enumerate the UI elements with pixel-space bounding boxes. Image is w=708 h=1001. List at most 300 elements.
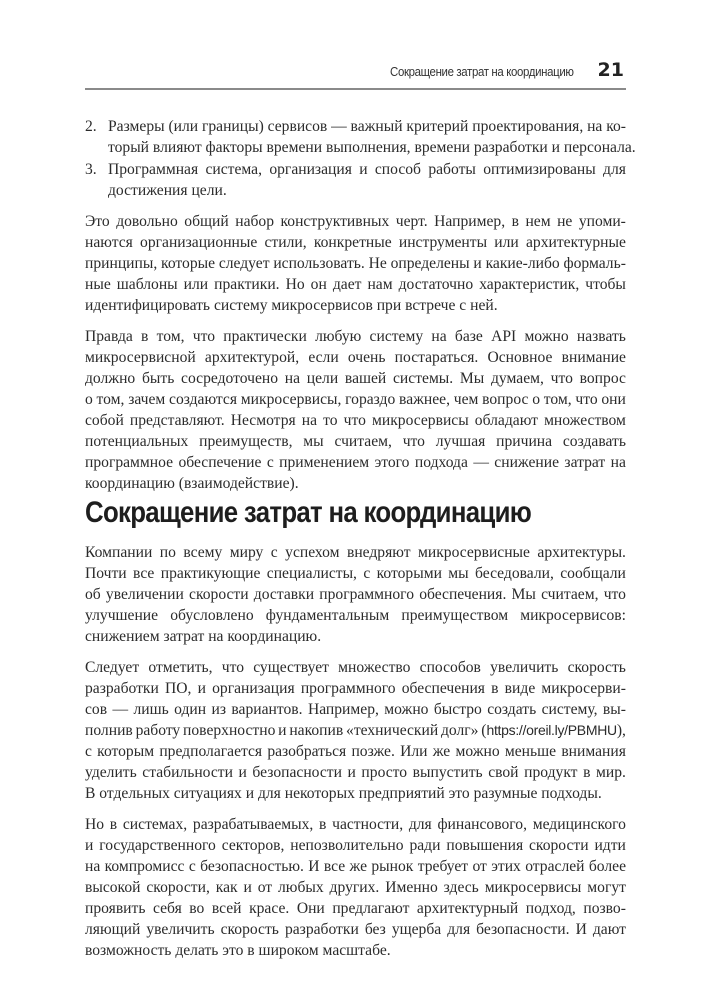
header-rule: [85, 88, 626, 90]
text-line: [85, 584, 626, 605]
word: они: [601, 391, 626, 408]
word: высокой: [85, 879, 141, 896]
word: упоми-: [578, 213, 626, 230]
word: программного: [319, 586, 414, 603]
word: безопасностью.: [200, 858, 304, 875]
word: черт.: [395, 213, 428, 230]
word: все: [323, 858, 346, 875]
paragraph: [85, 211, 626, 316]
word: финансового,: [437, 816, 527, 833]
word: которым: [97, 743, 155, 760]
text-line: [85, 856, 626, 877]
word: мы: [448, 565, 469, 582]
word: вашей: [344, 370, 387, 387]
word: накопив: [289, 722, 344, 739]
word: ляющий: [85, 921, 141, 938]
text-line: [85, 835, 626, 856]
word: поверхностно: [183, 722, 276, 739]
text-line: [85, 368, 626, 389]
text-line: [85, 295, 626, 316]
word: же: [349, 858, 368, 875]
text-line: [85, 741, 626, 762]
word: множество: [338, 659, 411, 676]
word: система,: [205, 161, 262, 178]
paragraph: [85, 542, 626, 647]
word: думаем,: [491, 370, 544, 387]
word: дают: [592, 921, 626, 938]
word: из: [211, 701, 226, 718]
word: цели: [306, 370, 339, 387]
word: ради: [409, 837, 441, 854]
word: проектирования,: [472, 118, 584, 135]
word: микросервисы: [484, 879, 582, 896]
word: и: [197, 680, 206, 697]
text-line: [85, 452, 626, 473]
word: по: [159, 544, 176, 561]
word: —: [331, 118, 347, 135]
word: и: [243, 879, 252, 896]
line-text: торый влияют факторы времени выполнения, времени разработки и персонала.: [108, 139, 636, 156]
word: быстро: [433, 701, 482, 718]
word: системы.: [393, 370, 454, 387]
word: на: [284, 370, 301, 387]
word: вопрос: [482, 391, 529, 408]
word: и: [359, 161, 368, 178]
word: отметить,: [148, 659, 213, 676]
word: и: [85, 837, 94, 854]
word: в: [141, 328, 149, 345]
word: обеспечения: [401, 680, 485, 697]
word: чем: [453, 391, 479, 408]
text-line: [85, 326, 626, 347]
word: границы): [201, 118, 264, 135]
word: этого: [374, 454, 410, 471]
word: определены: [390, 255, 470, 272]
word: в: [319, 816, 327, 833]
tech-debt-link[interactable]: https://oreil.ly/PBMHU: [486, 722, 617, 738]
text-line: [85, 898, 626, 919]
text-line: [85, 699, 626, 720]
text-line: [85, 783, 626, 804]
word: системах,: [122, 816, 188, 833]
word: (или: [168, 118, 199, 135]
word: других.: [329, 879, 380, 896]
word: Основное: [487, 349, 553, 366]
text-line: [85, 253, 626, 274]
word: которыми: [376, 565, 442, 582]
word: позво-: [583, 900, 626, 917]
word: работу: [135, 722, 181, 739]
word: можно: [384, 701, 429, 718]
word: архитектуры.: [537, 544, 626, 561]
word: о: [532, 391, 540, 408]
text-line: [85, 626, 626, 647]
paragraph: [85, 814, 626, 961]
word: в: [491, 680, 499, 697]
line-text: координацию (взаимодействие).: [85, 475, 299, 492]
word: скорости: [529, 837, 589, 854]
list-item: [85, 159, 626, 201]
word: постараться.: [394, 349, 479, 366]
word: программное: [85, 454, 174, 471]
word: лучшая: [435, 433, 486, 450]
word: Но: [85, 816, 105, 833]
text-line: [108, 159, 626, 180]
word: что: [221, 659, 245, 676]
word: преимуществ,: [199, 433, 293, 450]
word: существует: [253, 659, 329, 676]
word: практики.: [214, 276, 280, 293]
word: зачем: [128, 391, 166, 408]
word: если: [308, 349, 339, 366]
word: и: [473, 255, 482, 272]
word: предлагают: [332, 900, 410, 917]
word: разобраться: [267, 743, 347, 760]
word: архитектурой,: [204, 349, 300, 366]
word: от: [257, 879, 273, 896]
word: Например,: [434, 213, 506, 230]
word: или: [183, 276, 209, 293]
word: просто: [361, 764, 408, 781]
word: ПО,: [165, 680, 192, 697]
word: что: [550, 370, 573, 387]
word: Компании: [85, 544, 153, 561]
word: увеличить: [146, 921, 215, 938]
word: важнее,: [399, 391, 450, 408]
word: с: [363, 565, 371, 582]
word: меньше: [504, 743, 557, 760]
word: скорости,: [146, 879, 210, 896]
text-line: [85, 347, 626, 368]
word: Не: [368, 255, 387, 272]
text-line: [108, 180, 626, 201]
word: потенциальных: [85, 433, 189, 450]
word: что: [603, 586, 626, 603]
word: наются: [85, 234, 133, 251]
word: Несмотря: [230, 412, 296, 429]
word: базе: [454, 328, 483, 345]
word: ко-: [606, 118, 626, 135]
word: не: [557, 213, 573, 230]
word: нам: [367, 276, 393, 293]
word: собой: [85, 412, 124, 429]
word: и: [347, 764, 356, 781]
word: здесь: [443, 879, 479, 896]
text-line: [85, 542, 626, 563]
word: и: [278, 722, 287, 739]
word: могут: [587, 879, 626, 896]
text-line: [108, 116, 626, 137]
word: красе.: [249, 900, 290, 917]
word: создаются: [169, 391, 238, 408]
word: на: [85, 858, 101, 875]
word: оптимизированы: [483, 161, 596, 178]
text-line: [85, 431, 626, 452]
word: что: [343, 412, 366, 429]
word: государственного: [99, 837, 216, 854]
line-text: возможность делать это в широком масштабе.: [85, 942, 391, 959]
word: систему: [369, 328, 424, 345]
body-text-after: [85, 542, 626, 971]
word: вопрос: [579, 370, 626, 387]
word: внимание: [561, 349, 626, 366]
word: подход,: [525, 900, 576, 917]
line-text: снижением затрат на координацию.: [85, 628, 322, 645]
word: способ: [374, 161, 421, 178]
word: в: [511, 213, 519, 230]
text-line: [85, 940, 626, 961]
word: любых: [278, 879, 324, 896]
word: организация: [212, 680, 295, 697]
word: он: [310, 276, 327, 293]
word: стили,: [264, 234, 307, 251]
text-line: [85, 410, 626, 431]
word: обеспечение: [178, 454, 262, 471]
word: организация: [269, 161, 352, 178]
word: Программная: [108, 161, 199, 178]
word: себя: [152, 900, 182, 917]
word: представляют.: [129, 412, 225, 429]
word: Но: [285, 276, 305, 293]
word: нем: [525, 213, 551, 230]
paragraph: [85, 657, 626, 804]
line-text: ),: [616, 722, 626, 739]
word: виде: [504, 680, 536, 697]
word: для: [408, 816, 432, 833]
word: ные: [85, 276, 111, 293]
word: разрабатываемых,: [192, 816, 314, 833]
text-line: [85, 657, 626, 678]
word: предполагается: [159, 743, 263, 760]
word: скорости: [189, 586, 249, 603]
word: требует: [417, 858, 469, 875]
word: микросервисов:: [520, 607, 626, 624]
word: Например,: [307, 701, 379, 718]
word: причина: [496, 433, 553, 450]
word: медицинского: [532, 816, 626, 833]
word: снижение: [494, 454, 560, 471]
word: проявить: [85, 900, 146, 917]
word: разработки: [85, 680, 159, 697]
word: способов: [419, 659, 481, 676]
word: во: [189, 900, 205, 917]
word: сосредоточено: [181, 370, 279, 387]
word: микросервисы,: [240, 391, 342, 408]
text-line: [108, 137, 636, 158]
word: конструктивных: [280, 213, 390, 230]
word: фундаментальным: [265, 607, 390, 624]
word: на: [587, 118, 603, 135]
word: увеличении: [105, 586, 184, 603]
word: применением: [279, 454, 370, 471]
word: довольно: [116, 213, 178, 230]
word: на: [301, 412, 318, 429]
word: можно: [524, 328, 569, 345]
word: повышения: [446, 837, 524, 854]
word: разработки: [284, 921, 359, 938]
text-line: [85, 389, 626, 410]
word: создавать: [562, 433, 626, 450]
word: общий: [184, 213, 229, 230]
word: Это: [85, 213, 110, 230]
word: и: [238, 764, 247, 781]
word: один: [174, 701, 207, 718]
word: вы-: [602, 701, 626, 718]
word: без: [364, 921, 386, 938]
word: скорость: [220, 921, 279, 938]
word: более: [588, 858, 626, 875]
word: Следует: [85, 659, 140, 676]
word: работы: [428, 161, 476, 178]
word: скорость: [567, 659, 626, 676]
word: И: [575, 921, 587, 938]
word: микросервисной: [85, 349, 196, 366]
word: улучшение: [85, 607, 159, 624]
word: внедряют: [346, 544, 411, 561]
word: конкретные: [313, 234, 392, 251]
text-line: [85, 274, 626, 295]
word: или: [494, 234, 519, 251]
line-text: идентифицировать систему микросервисов при встрече с ней.: [85, 297, 498, 314]
word: от: [472, 858, 487, 875]
text-line: [85, 563, 626, 584]
word: чтобы: [585, 276, 626, 293]
word: считаем,: [334, 433, 392, 450]
word: Мы: [459, 370, 485, 387]
word: любую: [315, 328, 362, 345]
word: мир.: [596, 764, 626, 781]
word: организационные: [140, 234, 258, 251]
word: инструменты: [398, 234, 488, 251]
word: можно: [455, 743, 500, 760]
word: с: [270, 544, 278, 561]
word: выпустить: [412, 764, 483, 781]
word: для: [447, 921, 471, 938]
word: Или: [400, 743, 428, 760]
word: с: [188, 858, 196, 875]
word: —: [473, 454, 489, 471]
word: гораздо: [345, 391, 396, 408]
text-line: [85, 211, 626, 232]
word: критерий: [406, 118, 469, 135]
word: ущерба: [391, 921, 442, 938]
word: обеспечения.: [419, 586, 507, 603]
body-text-before: [85, 211, 626, 504]
word: И: [308, 858, 320, 875]
text-line: [85, 814, 626, 835]
word: шаблоны: [116, 276, 178, 293]
word: как: [215, 879, 238, 896]
word: всему: [183, 544, 223, 561]
word: рынок: [371, 858, 414, 875]
word: какие-либо: [485, 255, 560, 272]
word: на: [610, 454, 626, 471]
word: то: [323, 412, 338, 429]
word: практикующие: [160, 565, 261, 582]
text-line: [85, 232, 626, 253]
word: что: [402, 433, 425, 450]
word: должно: [85, 370, 136, 387]
word: программного: [300, 680, 396, 697]
word: этих: [491, 858, 521, 875]
word: характеристик,: [479, 276, 580, 293]
text-line: [85, 605, 626, 626]
word: уделить: [85, 764, 137, 781]
word: том,: [543, 391, 572, 408]
word: создать: [487, 701, 537, 718]
word: лишь: [133, 701, 169, 718]
word: успехом: [285, 544, 340, 561]
word: стабильности: [142, 764, 233, 781]
word: доставки: [253, 586, 315, 603]
word: Мы: [511, 586, 536, 603]
word: все: [133, 565, 155, 582]
word: всей: [211, 900, 242, 917]
word: беседовали,: [475, 565, 554, 582]
word: подхода: [414, 454, 468, 471]
word: в: [583, 764, 591, 781]
word: преимуществом: [401, 607, 509, 624]
word: обусловлено: [170, 607, 254, 624]
text-line: [85, 919, 626, 940]
text-line: [85, 720, 626, 741]
word: набор: [235, 213, 275, 230]
text-line: [85, 877, 626, 898]
numbered-list: [85, 116, 636, 202]
word: систему,: [541, 701, 598, 718]
word: сообщали: [560, 565, 626, 582]
word: миру: [229, 544, 264, 561]
word: продукт: [524, 764, 578, 781]
word: безопасности: [252, 764, 342, 781]
word: долг»: [440, 722, 479, 739]
word: «технический: [346, 722, 439, 739]
word: очень: [347, 349, 386, 366]
word: в: [109, 816, 118, 833]
word: Они: [296, 900, 325, 917]
word: следует: [218, 255, 270, 272]
word: сервисов: [267, 118, 328, 135]
word: принципы,: [85, 255, 158, 272]
word: компромисс: [104, 858, 185, 875]
word: специалисты,: [266, 565, 357, 582]
paragraph: [85, 326, 626, 494]
word: увеличить: [490, 659, 559, 676]
word: том,: [156, 328, 185, 345]
word: микросерви-: [541, 680, 626, 697]
text-line: [85, 473, 626, 494]
word: назвать: [576, 328, 626, 345]
line-text: достижения цели.: [108, 182, 227, 199]
word: непозволительно: [290, 837, 404, 854]
list-item: [85, 116, 636, 158]
word: на: [431, 328, 447, 345]
word: считаем,: [541, 586, 599, 603]
running-title: Сокращение затрат на координацию: [390, 64, 574, 79]
word: вариантов.: [231, 701, 303, 718]
word: том,: [96, 391, 125, 408]
word: мы: [303, 433, 324, 450]
section-heading: Сокращение затрат на координацию: [85, 496, 532, 529]
word: множеством: [544, 412, 626, 429]
word: идти: [594, 837, 626, 854]
word: безопасности.: [476, 921, 570, 938]
word: использовать.: [273, 255, 365, 272]
word: Правда: [85, 328, 133, 345]
word: Почти: [85, 565, 127, 582]
text-line: [85, 678, 626, 699]
word: важный: [350, 118, 403, 135]
